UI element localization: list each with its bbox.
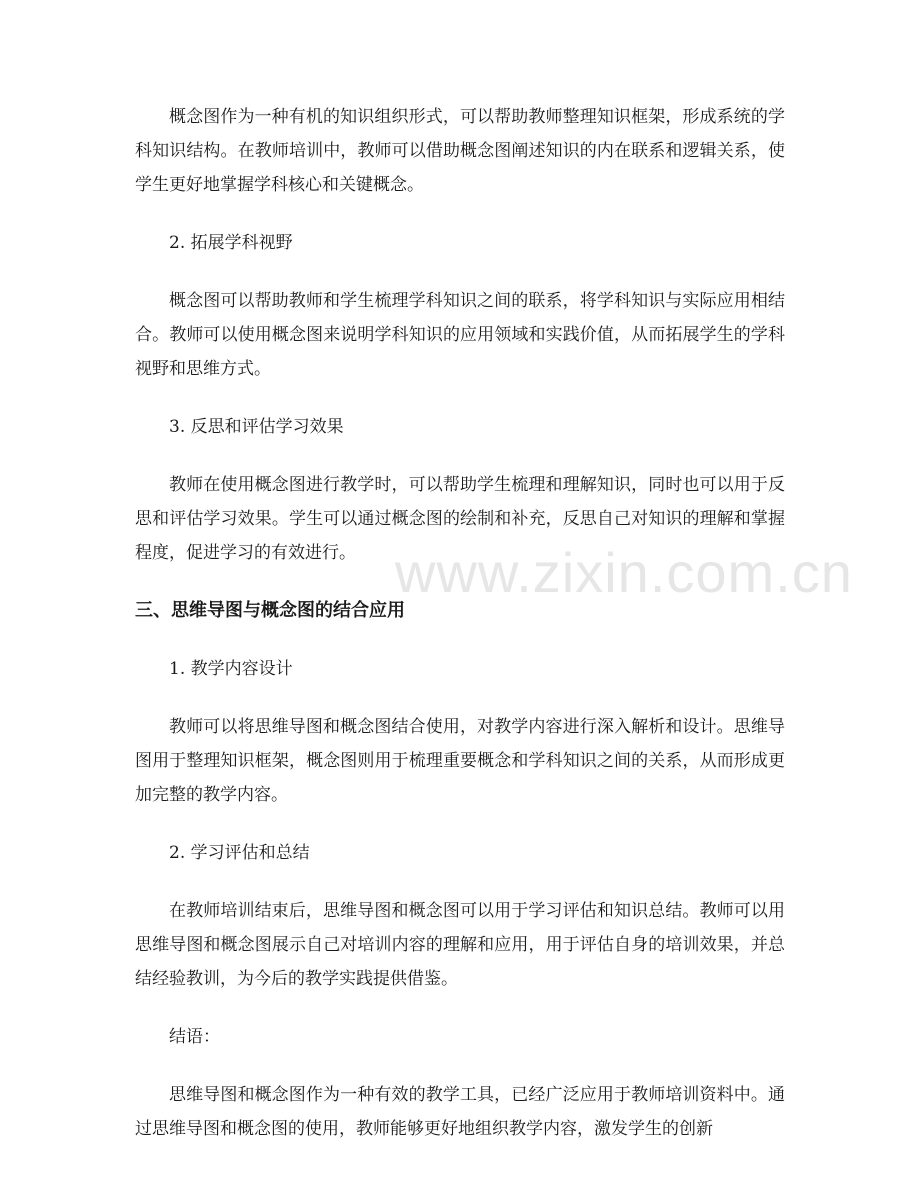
watermark: www.zixin.com.cn (395, 541, 853, 604)
paragraph-concept-map-structure: 概念图作为一种有机的知识组织形式，可以帮助教师整理知识框架，形成系统的学科知识结构。在教师培训中，教师可以借助概念图阐述知识的内在联系和逻辑关系，使学生更好地掌握学科核心和关键概念。 (135, 107, 785, 195)
subheading-content-design: 1. 教学内容设计 (169, 659, 293, 679)
subheading-assessment-summary: 2. 学习评估和总结 (169, 843, 310, 863)
subheading-reflect-evaluate: 3. 反思和评估学习效果 (169, 417, 344, 437)
paragraph-conclusion: 思维导图和概念图作为一种有效的教学工具，已经广泛应用于教师培训资料中。通过思维导图和概念图的使用，教师能够更好地组织教学内容，激发学生的创新 (135, 1085, 785, 1139)
conclusion-label: 结语： (169, 1027, 220, 1047)
paragraph-reflect-evaluate: 教师在使用概念图进行教学时，可以帮助学生梳理和理解知识，同时也可以用于反思和评估学习效果。学生可以通过概念图的绘制和补充，反思自己对知识的理解和掌握程度，促进学习的有效进行。 (135, 475, 785, 563)
paragraph-content-design: 教师可以将思维导图和概念图结合使用，对教学内容进行深入解析和设计。思维导图用于整理知识框架，概念图则用于梳理重要概念和学科知识之间的关系，从而形成更加完整的教学内容。 (135, 717, 785, 805)
subheading-expand-vision: 2. 拓展学科视野 (169, 233, 293, 253)
paragraph-expand-vision: 概念图可以帮助教师和学生梳理学科知识之间的联系，将学科知识与实际应用相结合。教师可以使用概念图来说明学科知识的应用领域和实践价值，从而拓展学生的学科视野和思维方式。 (135, 291, 785, 379)
paragraph-assessment-summary: 在教师培训结束后，思维导图和概念图可以用于学习评估和知识总结。教师可以用思维导图和概念图展示自己对培训内容的理解和应用，用于评估自身的培训效果，并总结经验教训，为今后的教学实践提供借鉴。 (135, 901, 785, 989)
section-heading-combined-application: 三、思维导图与概念图的结合应用 (135, 600, 405, 621)
document-body (135, 100, 785, 1170)
